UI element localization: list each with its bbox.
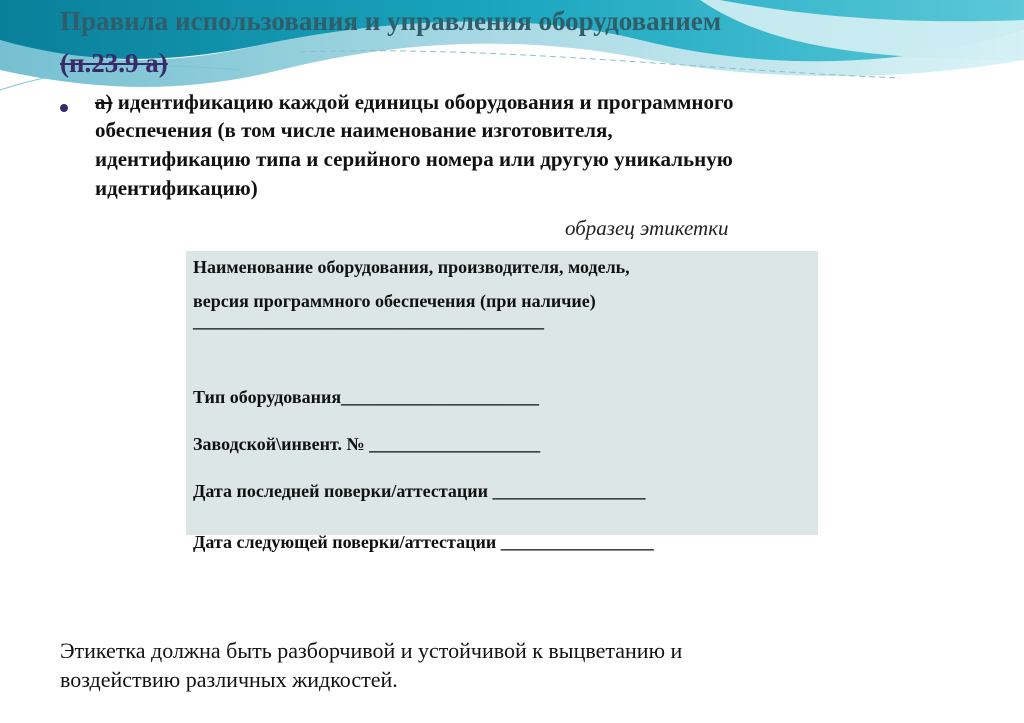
footer-note-line1: Этикетка должна быть разборчивой и устойчивой к выцветанию и	[60, 638, 683, 663]
label-name-line2: версия программного обеспечения (при наличие)	[193, 291, 596, 311]
slide-subtitle-clause: (п.23.9 а)	[60, 48, 168, 78]
label-name-blank: _______________________________________	[193, 311, 544, 331]
label-name-line1: Наименование оборудования, производителя, модель,	[193, 257, 630, 277]
slide-title: Правила использования и управления оборудованием	[60, 6, 722, 36]
bullet-text-line1	[95, 90, 734, 115]
label-sample-caption: образец этикетки	[565, 216, 729, 240]
footer-note-line2: воздействию различных жидкостей.	[60, 667, 398, 692]
bullet-line1: идентификацию каждой единицы оборудования и программного	[112, 90, 734, 114]
label-equipment-type: Тип оборудования______________________	[193, 387, 540, 407]
bullet-prefix: а)	[95, 90, 113, 114]
label-last-check-date: Дата последней поверки/аттестации _________________	[193, 481, 646, 501]
bullet-icon	[60, 104, 68, 112]
label-next-check-date: Дата следующей поверки/аттестации _________________	[193, 532, 654, 552]
bullet-line2: обеспечения (в том числе наименование изготовителя,	[95, 118, 613, 142]
label-serial-number: Заводской\инвент. № ___________________	[193, 434, 541, 454]
bullet-line3: идентификацию типа и серийного номера или другую уникальную	[95, 147, 733, 171]
bullet-line4: идентификацию)	[95, 176, 258, 200]
